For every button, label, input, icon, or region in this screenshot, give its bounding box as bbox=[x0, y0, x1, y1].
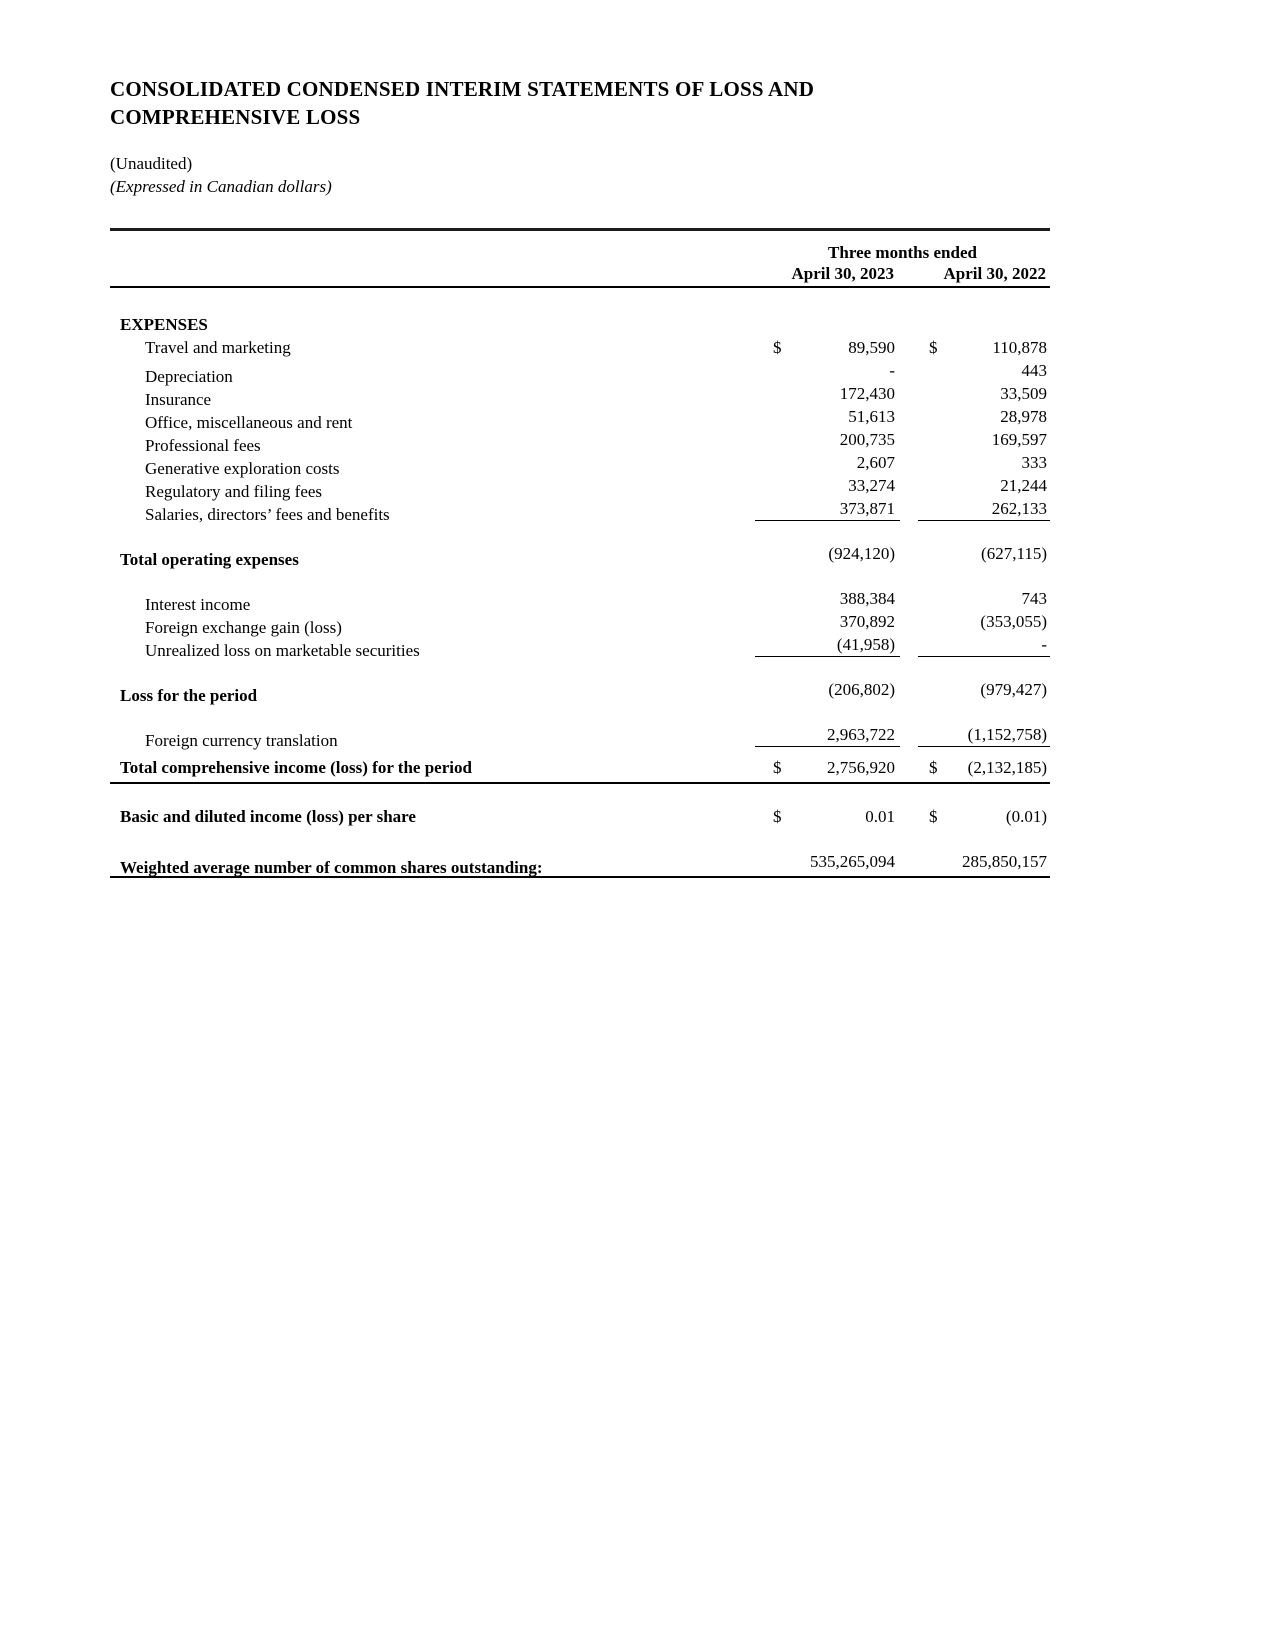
amount-2022: 28,978 bbox=[1000, 407, 1047, 426]
amount-2022: 285,850,157 bbox=[962, 852, 1047, 871]
table-row bbox=[110, 851, 1050, 877]
dollar-sign-2022 bbox=[918, 611, 929, 633]
value-cell-2022 bbox=[918, 757, 1050, 779]
value-cell-2023 bbox=[755, 806, 900, 828]
dollar-sign-2022: $ bbox=[929, 758, 938, 777]
value-cell-2022 bbox=[918, 611, 1050, 633]
unaudited-note: (Unaudited) bbox=[110, 154, 193, 173]
amount-2023: 89,590 bbox=[848, 338, 895, 357]
column-header-2022: April 30, 2022 bbox=[943, 264, 1046, 283]
value-cell-2023 bbox=[755, 475, 900, 497]
dollar-sign-2022 bbox=[918, 851, 929, 873]
row-label: Total comprehensive income (loss) for the period bbox=[120, 758, 472, 777]
row-label: Foreign currency translation bbox=[145, 731, 338, 750]
amount-2023: 51,613 bbox=[848, 407, 895, 426]
dollar-sign-2022: $ bbox=[929, 807, 938, 826]
table-row bbox=[110, 724, 1050, 750]
amount-2022: - bbox=[1041, 635, 1047, 654]
amount-2022: 110,878 bbox=[992, 338, 1047, 357]
table-row bbox=[110, 757, 1050, 780]
value-cell-2023 bbox=[755, 406, 900, 428]
amount-2023: 200,735 bbox=[839, 430, 895, 449]
row-label: Unrealized loss on marketable securities bbox=[145, 641, 420, 660]
amount-2022: (353,055) bbox=[980, 612, 1047, 631]
value-cell-2022 bbox=[918, 429, 1050, 451]
table-row bbox=[110, 679, 1050, 705]
dollar-sign-2022 bbox=[918, 452, 929, 474]
dollar-sign-2023: $ bbox=[773, 807, 782, 826]
amount-2023: 373,871 bbox=[839, 499, 895, 518]
amount-2023: 370,892 bbox=[839, 612, 895, 631]
table-row bbox=[110, 588, 1050, 614]
dollar-sign-2022: $ bbox=[929, 338, 938, 357]
dollar-sign-2022 bbox=[918, 406, 929, 428]
dollar-sign-2022 bbox=[918, 679, 929, 701]
row-label: Insurance bbox=[145, 390, 212, 409]
value-cell-2022 bbox=[918, 679, 1050, 701]
dollar-sign-2023 bbox=[755, 452, 773, 474]
table-row bbox=[110, 314, 1050, 337]
value-cell-2022 bbox=[918, 337, 1050, 359]
value-cell-2022 bbox=[918, 634, 1050, 657]
amount-2023: (41,958) bbox=[836, 635, 895, 654]
value-cell-2023 bbox=[755, 588, 900, 610]
value-cell-2022 bbox=[918, 406, 1050, 428]
dollar-sign-2022 bbox=[918, 360, 929, 382]
row-label: Generative exploration costs bbox=[145, 459, 340, 478]
amount-2023: 2,963,722 bbox=[827, 725, 895, 744]
amount-2022: 333 bbox=[1021, 453, 1047, 472]
amount-2022: 169,597 bbox=[991, 430, 1047, 449]
column-headers bbox=[755, 264, 1050, 284]
value-cell-2022 bbox=[918, 452, 1050, 474]
value-cell-2023 bbox=[755, 429, 900, 451]
row-label: Regulatory and filing fees bbox=[145, 482, 323, 501]
table-row bbox=[110, 360, 1050, 386]
amount-2023: 0.01 bbox=[865, 807, 895, 826]
amount-2022: (2,132,185) bbox=[967, 758, 1047, 777]
dollar-sign-2022 bbox=[918, 634, 929, 656]
value-cell-2022 bbox=[918, 588, 1050, 610]
value-cell-2022 bbox=[918, 498, 1050, 521]
dollar-sign-2023 bbox=[755, 634, 773, 656]
currency-note: (Expressed in Canadian dollars) bbox=[110, 177, 332, 196]
value-cell-2022 bbox=[918, 724, 1050, 747]
value-cell-2023 bbox=[755, 757, 900, 779]
value-cell-2022 bbox=[918, 806, 1050, 828]
table-row bbox=[110, 543, 1050, 569]
row-label: Interest income bbox=[145, 595, 251, 614]
dollar-sign-2023 bbox=[755, 851, 773, 873]
row-label: Professional fees bbox=[145, 436, 261, 455]
document-notes bbox=[110, 152, 1050, 198]
value-cell-2022 bbox=[918, 851, 1050, 873]
amount-2023: 2,756,920 bbox=[827, 758, 895, 777]
amount-2023: 172,430 bbox=[839, 384, 895, 403]
value-cell-2023 bbox=[755, 498, 900, 521]
value-cell-2023 bbox=[755, 383, 900, 405]
column-gap bbox=[900, 264, 918, 284]
row-label: Weighted average number of common shares outstanding: bbox=[120, 858, 543, 877]
dollar-sign-2022 bbox=[918, 383, 929, 405]
dollar-sign-2023 bbox=[755, 383, 773, 405]
value-cell-2023 bbox=[755, 851, 900, 873]
amount-2022: 743 bbox=[1021, 589, 1047, 608]
value-cell-2022 bbox=[918, 360, 1050, 382]
row-label: EXPENSES bbox=[120, 315, 208, 334]
amount-2023: 2,607 bbox=[856, 453, 895, 472]
dollar-sign-2022 bbox=[918, 724, 929, 746]
dollar-sign-2023: $ bbox=[773, 338, 782, 357]
amount-2022: (979,427) bbox=[980, 680, 1047, 699]
amount-2023: - bbox=[889, 361, 895, 380]
value-cell-2022 bbox=[918, 543, 1050, 565]
value-cell-2023 bbox=[755, 634, 900, 657]
value-cell-2023 bbox=[755, 724, 900, 747]
dollar-sign-2023: $ bbox=[773, 758, 782, 777]
row-label: Basic and diluted income (loss) per share bbox=[120, 807, 416, 826]
amount-2023: 535,265,094 bbox=[810, 852, 895, 871]
amount-2023: (924,120) bbox=[828, 544, 895, 563]
amount-2023: (206,802) bbox=[828, 680, 895, 699]
amount-2022: 33,509 bbox=[1000, 384, 1047, 403]
row-label: Loss for the period bbox=[120, 686, 258, 705]
value-cell-2023 bbox=[755, 611, 900, 633]
amount-2022: (627,115) bbox=[981, 544, 1047, 563]
amount-2022: 443 bbox=[1021, 361, 1047, 380]
dollar-sign-2023 bbox=[755, 360, 773, 382]
dollar-sign-2022 bbox=[918, 429, 929, 451]
dollar-sign-2022 bbox=[918, 475, 929, 497]
statement-rows bbox=[110, 314, 1050, 878]
dollar-sign-2023 bbox=[755, 429, 773, 451]
table-top-rule bbox=[110, 228, 1050, 231]
dollar-sign-2022 bbox=[918, 498, 929, 520]
amount-2022: (0.01) bbox=[1005, 807, 1047, 826]
table-row bbox=[110, 806, 1050, 829]
dollar-sign-2023 bbox=[755, 588, 773, 610]
dollar-sign-2022 bbox=[918, 543, 929, 565]
row-label: Foreign exchange gain (loss) bbox=[145, 618, 342, 637]
value-cell-2022 bbox=[918, 475, 1050, 497]
row-label: Salaries, directors’ fees and benefits bbox=[145, 505, 390, 524]
row-label: Travel and marketing bbox=[145, 338, 291, 357]
dollar-sign-2023 bbox=[755, 679, 773, 701]
dollar-sign-2023 bbox=[755, 475, 773, 497]
row-label: Total operating expenses bbox=[120, 550, 299, 569]
header-underline bbox=[110, 286, 1050, 288]
period-header: Three months ended bbox=[828, 243, 977, 262]
dollar-sign-2022 bbox=[918, 588, 929, 610]
table-row bbox=[110, 337, 1050, 360]
value-cell-2023 bbox=[755, 360, 900, 382]
dollar-sign-2023 bbox=[755, 724, 773, 746]
column-header-2023: April 30, 2023 bbox=[791, 264, 894, 283]
value-cell-2023 bbox=[755, 337, 900, 359]
amount-2022: 21,244 bbox=[1000, 476, 1047, 495]
amount-2022: 262,133 bbox=[991, 499, 1047, 518]
row-label: Office, miscellaneous and rent bbox=[145, 413, 353, 432]
value-cell-2023 bbox=[755, 679, 900, 701]
row-spacer bbox=[110, 784, 1050, 806]
row-spacer bbox=[110, 829, 1050, 851]
amount-2023: 388,384 bbox=[839, 589, 895, 608]
value-cell-2023 bbox=[755, 452, 900, 474]
dollar-sign-2023 bbox=[755, 406, 773, 428]
page-title: CONSOLIDATED CONDENSED INTERIM STATEMENTS OF LOSS AND COMPREHENSIVE LOSS bbox=[110, 77, 815, 129]
value-cell-2022 bbox=[918, 383, 1050, 405]
dollar-sign-2023 bbox=[755, 543, 773, 565]
amount-2023: 33,274 bbox=[848, 476, 895, 495]
dollar-sign-2023 bbox=[755, 498, 773, 520]
row-label: Depreciation bbox=[145, 367, 233, 386]
dollar-sign-2023 bbox=[755, 611, 773, 633]
value-cell-2023 bbox=[755, 543, 900, 565]
statement-content bbox=[110, 0, 1050, 878]
amount-2022: (1,152,758) bbox=[967, 725, 1047, 744]
